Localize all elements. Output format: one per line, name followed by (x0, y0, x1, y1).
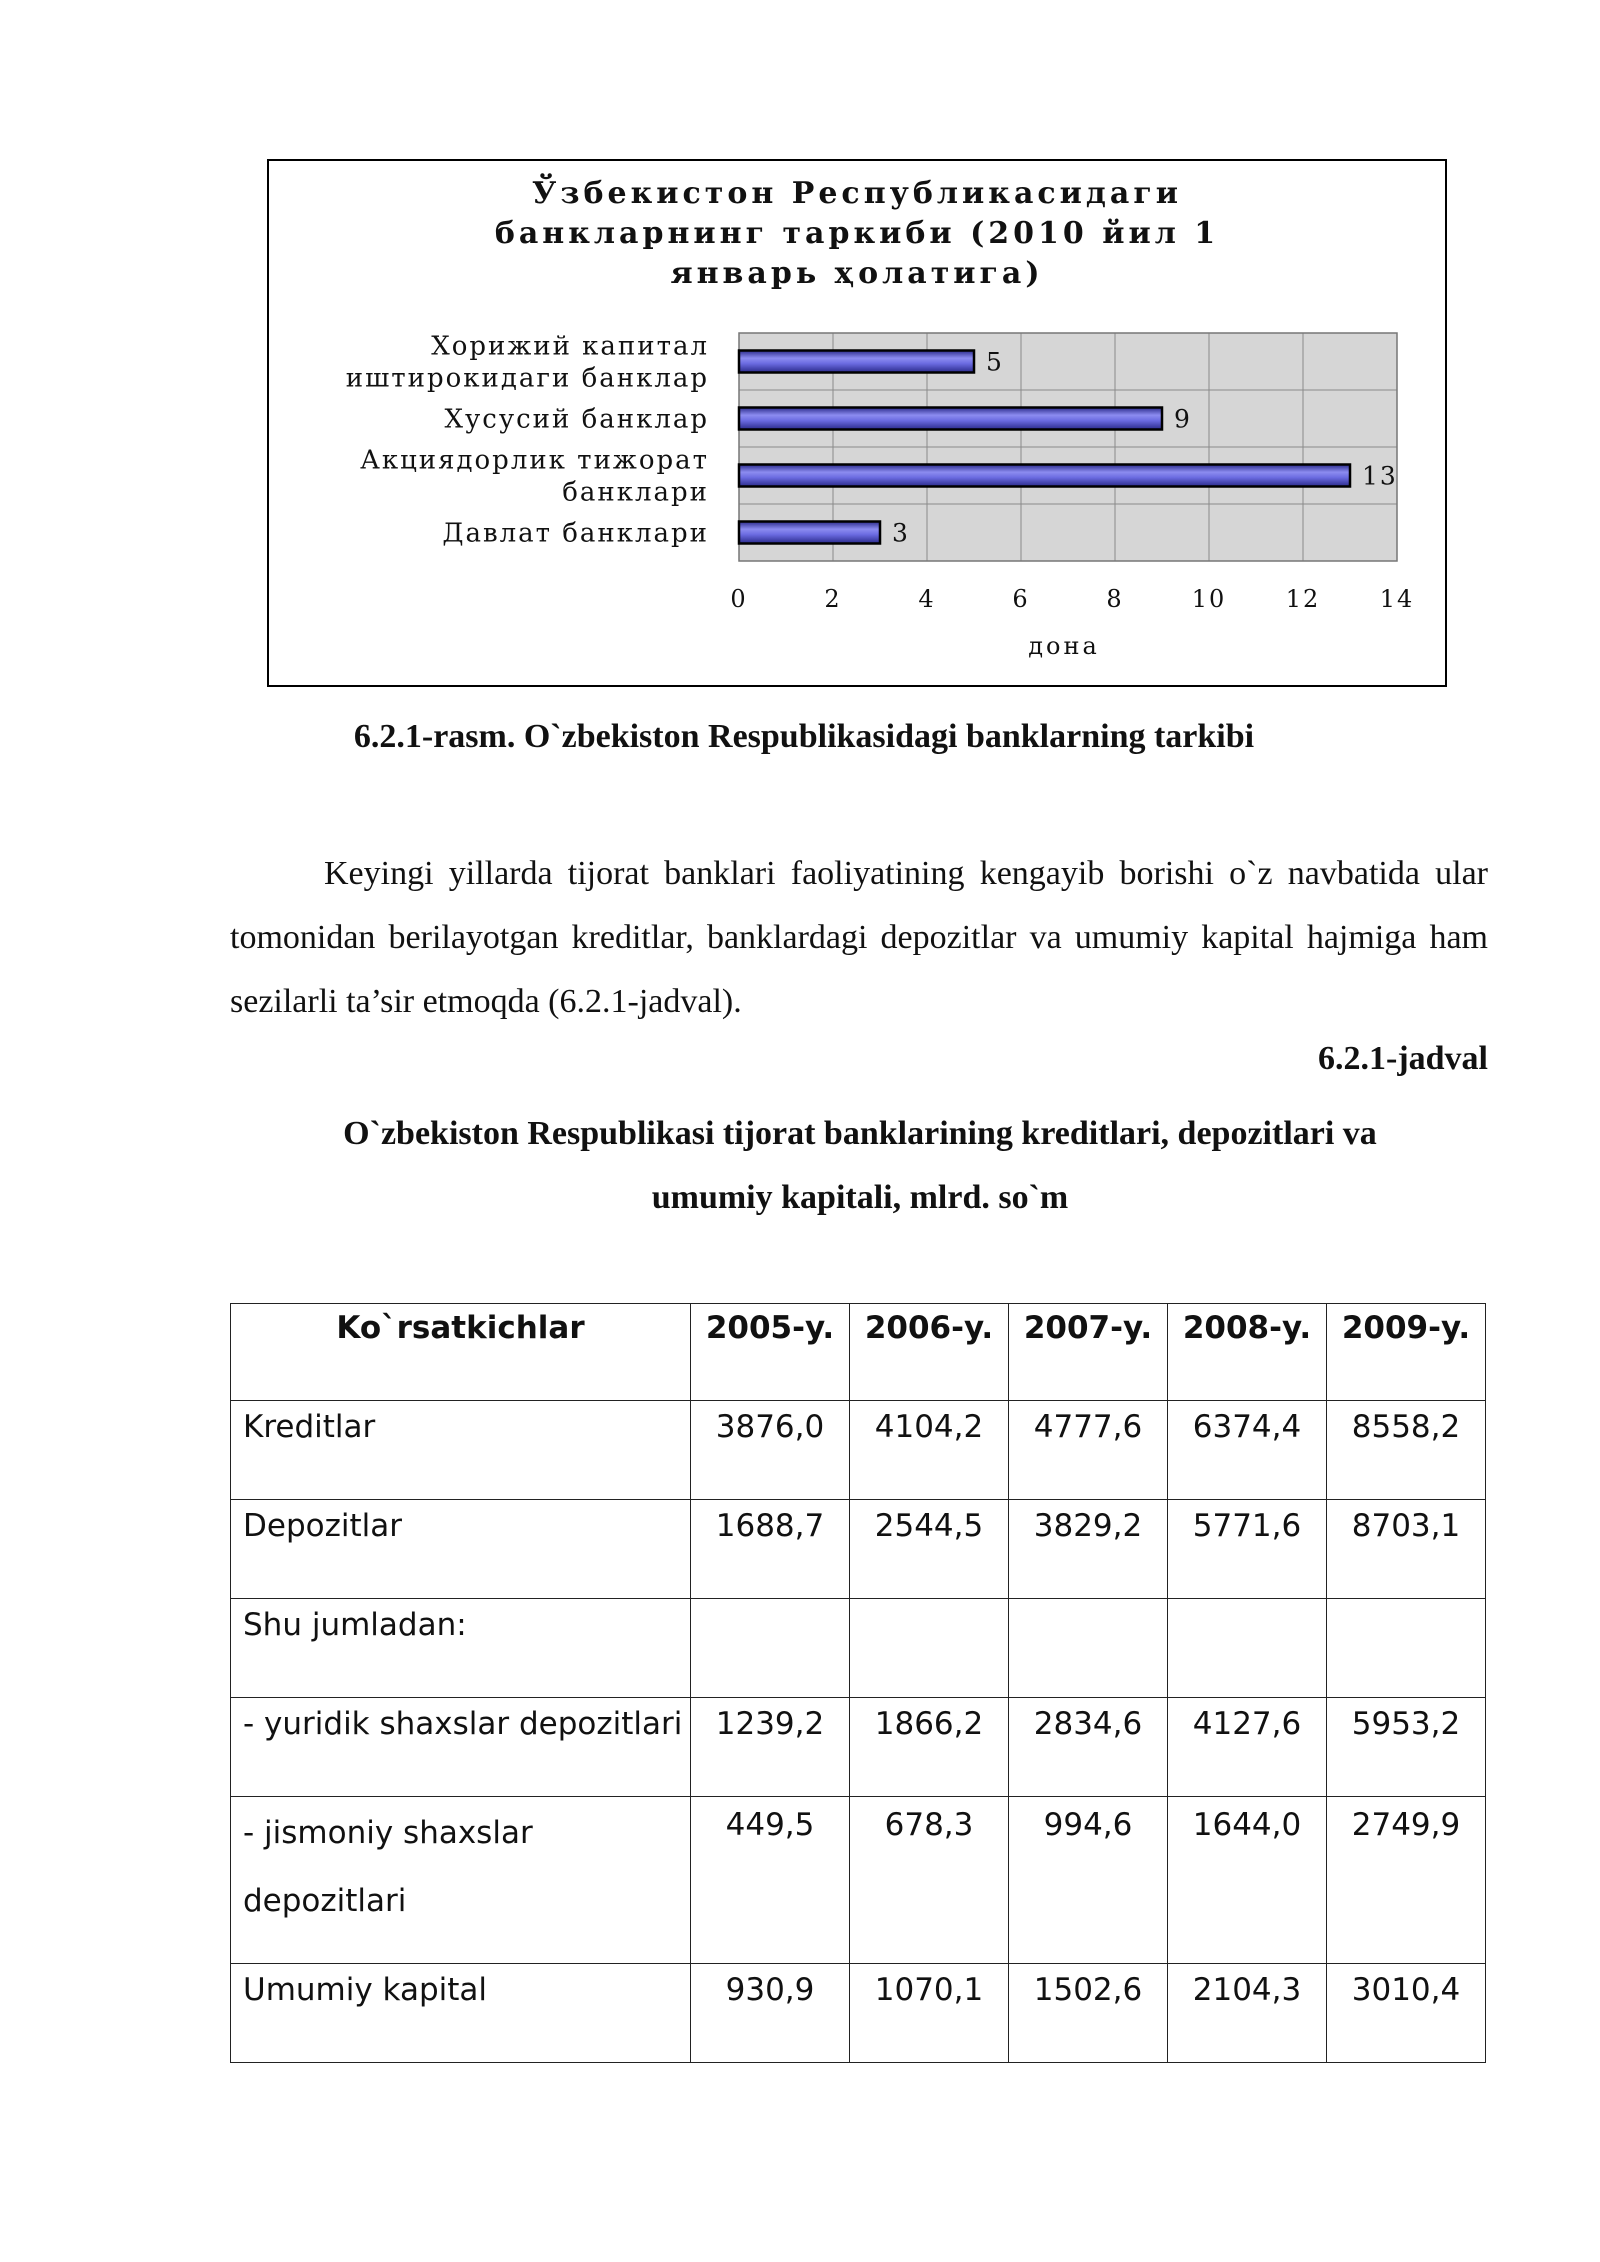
cell-value: 1239,2 (691, 1698, 850, 1797)
cell-value: 3876,0 (691, 1401, 850, 1500)
cell-value (1327, 1599, 1486, 1698)
x-axis-title: дона (1028, 632, 1100, 660)
chart-title-line: январь ҳолатига) (670, 256, 1044, 291)
row-label: Depozitlar (231, 1500, 691, 1599)
category-label: Давлат банклари (442, 518, 709, 549)
cell-value: 678,3 (850, 1797, 1009, 1964)
header-indicators: Ko`rsatkichlar (231, 1304, 691, 1401)
cell-value: 8558,2 (1327, 1401, 1486, 1500)
header-2008: 2008-y. (1168, 1304, 1327, 1401)
category-label: банклари (562, 477, 709, 508)
bar-chart-svg (269, 161, 1445, 685)
bar-value-label: 9 (1174, 404, 1192, 434)
table-row (231, 1401, 1486, 1500)
bar (739, 465, 1350, 487)
cell-value: 5953,2 (1327, 1698, 1486, 1797)
cell-value: 6374,4 (1168, 1401, 1327, 1500)
cell-value: 4777,6 (1009, 1401, 1168, 1500)
header-2005: 2005-y. (691, 1304, 850, 1401)
header-2006: 2006-y. (850, 1304, 1009, 1401)
x-tick-label: 12 (1285, 585, 1321, 613)
x-tick-label: 6 (1012, 585, 1030, 613)
bar-value-label: 13 (1362, 461, 1398, 491)
cell-value: 2104,3 (1168, 1964, 1327, 2063)
cell-value (850, 1599, 1009, 1698)
x-tick-label: 10 (1191, 585, 1227, 613)
cell-value: 449,5 (691, 1797, 850, 1964)
row-label-line2: depozitlari (243, 1883, 407, 1919)
table-header-row (231, 1304, 1486, 1401)
x-tick-label: 14 (1379, 585, 1415, 613)
x-tick-label: 8 (1106, 585, 1124, 613)
category-label: Акциядорлик тижорат (360, 445, 709, 476)
category-label: иштирокидаги банклар (345, 363, 709, 394)
table-row (231, 1698, 1486, 1797)
row-label: Umumiy kapital (231, 1964, 691, 2063)
cell-value: 1688,7 (691, 1500, 850, 1599)
bar (739, 351, 974, 373)
cell-value (1009, 1599, 1168, 1698)
cell-value: 2544,5 (850, 1500, 1009, 1599)
cell-value: 8703,1 (1327, 1500, 1486, 1599)
bar-value-label: 5 (986, 347, 1004, 377)
cell-value: 2749,9 (1327, 1797, 1486, 1964)
category-label: Хусусий банклар (444, 404, 709, 435)
bar (739, 522, 880, 544)
body-paragraph (230, 842, 1488, 1034)
cell-value: 930,9 (691, 1964, 850, 2063)
chart-title-line: банкларнинг таркиби (2010 йил 1 (494, 216, 1220, 251)
figure-caption (0, 718, 1600, 756)
paragraph-text: Keyingi yillarda tijorat banklari faoliyatining kengayib borishi o`z navbatida ular tomonidan berilayotgan kreditlar, banklardagi depozitlar va umumiy kapital hajmiga ham sezilarli ta’sir etmoqda (6.2.1-jadval). (230, 855, 1488, 1020)
cell-value: 3829,2 (1009, 1500, 1168, 1599)
cell-value: 4104,2 (850, 1401, 1009, 1500)
figure-caption-text: 6.2.1-rasm. O`zbekiston Respublikasidagi banklarning tarkibi (353, 718, 1255, 755)
cell-value: 1644,0 (1168, 1797, 1327, 1964)
bank-indicators-table (230, 1303, 1486, 2063)
row-label-line1: - jismoniy shaxslar (243, 1815, 533, 1851)
bar (739, 408, 1162, 430)
cell-value: 5771,6 (1168, 1500, 1327, 1599)
x-tick-label: 0 (730, 585, 748, 613)
cell-value: 3010,4 (1327, 1964, 1486, 2063)
cell-value: 1502,6 (1009, 1964, 1168, 2063)
cell-value (691, 1599, 850, 1698)
bar-value-label: 3 (892, 518, 910, 548)
row-label (231, 1797, 691, 1964)
table-number: 6.2.1-jadval (1318, 1040, 1488, 1077)
row-label: - yuridik shaxslar depozitlari (231, 1698, 691, 1797)
x-tick-label: 4 (918, 585, 936, 613)
table-row (231, 1599, 1486, 1698)
row-label: Kreditlar (231, 1401, 691, 1500)
cell-value: 994,6 (1009, 1797, 1168, 1964)
header-2007: 2007-y. (1009, 1304, 1168, 1401)
table-row (231, 1964, 1486, 2063)
table-title (240, 1102, 1480, 1230)
bank-structure-chart (267, 159, 1447, 687)
chart-title-line: Ўзбекистон Республикасидаги (532, 176, 1182, 211)
table-row (231, 1500, 1486, 1599)
x-tick-label: 2 (824, 585, 842, 613)
cell-value: 4127,6 (1168, 1698, 1327, 1797)
category-label: Хорижий капитал (431, 331, 709, 362)
table-title-line2: umumiy kapitali, mlrd. so`m (651, 1179, 1069, 1216)
cell-value: 2834,6 (1009, 1698, 1168, 1797)
table-title-line1: O`zbekiston Respublikasi tijorat banklarining kreditlari, depozitlari va (343, 1115, 1377, 1152)
table-row (231, 1797, 1486, 1964)
row-label: Shu jumladan: (231, 1599, 691, 1698)
cell-value: 1866,2 (850, 1698, 1009, 1797)
header-2009: 2009-y. (1327, 1304, 1486, 1401)
cell-value: 1070,1 (850, 1964, 1009, 2063)
cell-value (1168, 1599, 1327, 1698)
